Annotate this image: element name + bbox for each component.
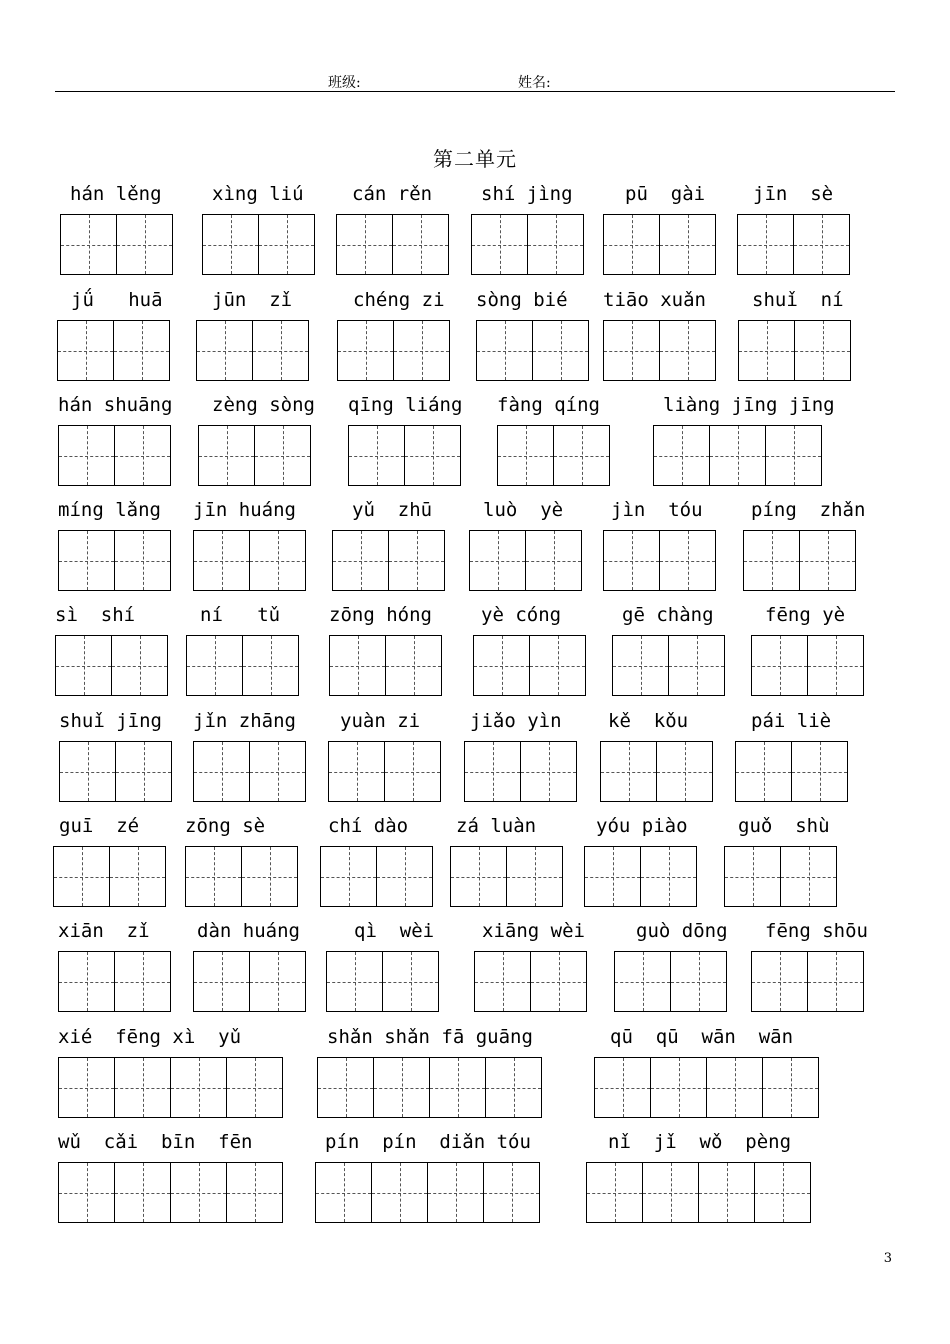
writing-cell[interactable]	[111, 635, 168, 696]
writing-cell[interactable]	[114, 1162, 171, 1223]
writing-cell[interactable]	[735, 741, 792, 802]
writing-cell[interactable]	[529, 635, 586, 696]
writing-grid	[57, 320, 170, 381]
pinyin-label: yuàn zi	[340, 710, 421, 732]
writing-cell[interactable]	[553, 425, 610, 486]
writing-grid	[653, 425, 822, 486]
writing-cell[interactable]	[109, 846, 166, 907]
pinyin-label: guò dōng	[636, 920, 728, 942]
writing-grid	[185, 846, 298, 907]
writing-cell[interactable]	[55, 635, 112, 696]
writing-cell[interactable]	[113, 320, 170, 381]
writing-cell[interactable]	[388, 530, 445, 591]
writing-grid	[724, 846, 837, 907]
pinyin-label: zèng sòng	[212, 394, 315, 416]
pinyin-label: qì wèi	[354, 920, 435, 942]
writing-grid	[497, 425, 610, 486]
writing-grid	[320, 846, 433, 907]
writing-grid	[469, 530, 582, 591]
pinyin-label: qū qū wān wān	[610, 1026, 794, 1048]
pinyin-label: xiāng wèi	[482, 920, 585, 942]
pinyin-label: pū gài	[625, 183, 706, 205]
writing-cell[interactable]	[348, 425, 405, 486]
writing-grid	[603, 530, 716, 591]
writing-cell[interactable]	[170, 1057, 227, 1118]
writing-cell[interactable]	[762, 1057, 819, 1118]
writing-grid	[202, 214, 315, 275]
writing-cell[interactable]	[429, 1057, 486, 1118]
writing-cell[interactable]	[185, 846, 242, 907]
pinyin-label: yè cóng	[481, 604, 562, 626]
unit-title: 第二单元	[433, 147, 517, 171]
writing-cell[interactable]	[754, 1162, 811, 1223]
writing-cell[interactable]	[506, 846, 563, 907]
writing-cell[interactable]	[226, 1057, 283, 1118]
pinyin-label: tiāo xuǎn	[603, 289, 706, 311]
writing-cell[interactable]	[653, 425, 710, 486]
writing-cell[interactable]	[170, 1162, 227, 1223]
writing-grid	[476, 320, 589, 381]
writing-grid	[53, 846, 166, 907]
pinyin-label: jīn huáng	[193, 499, 296, 521]
writing-cell[interactable]	[57, 320, 114, 381]
writing-cell[interactable]	[329, 635, 386, 696]
writing-cell[interactable]	[476, 320, 533, 381]
writing-cell[interactable]	[371, 1162, 428, 1223]
writing-cell[interactable]	[193, 530, 250, 591]
writing-grid	[450, 846, 563, 907]
writing-cell[interactable]	[404, 425, 461, 486]
writing-cell[interactable]	[724, 846, 781, 907]
writing-grid	[196, 320, 309, 381]
writing-grid	[474, 951, 587, 1012]
pinyin-label: qīng liáng	[348, 394, 463, 416]
writing-cell[interactable]	[249, 741, 306, 802]
writing-cell[interactable]	[670, 951, 727, 1012]
writing-cell[interactable]	[640, 846, 697, 907]
writing-cell[interactable]	[751, 635, 808, 696]
writing-cell[interactable]	[594, 1057, 651, 1118]
pinyin-label: fēng yè	[765, 604, 846, 626]
pinyin-label: jǐn zhāng	[193, 710, 296, 732]
writing-cell[interactable]	[328, 741, 385, 802]
writing-cell[interactable]	[799, 530, 856, 591]
writing-grid	[186, 635, 299, 696]
pinyin-label: yóu piào	[596, 815, 688, 837]
writing-cell[interactable]	[525, 530, 582, 591]
pinyin-label: yǔ zhū	[352, 499, 433, 521]
writing-cell[interactable]	[471, 214, 528, 275]
writing-cell[interactable]	[738, 320, 795, 381]
writing-cell[interactable]	[186, 635, 243, 696]
writing-cell[interactable]	[252, 320, 309, 381]
writing-cell[interactable]	[642, 1162, 699, 1223]
writing-grid	[58, 1162, 283, 1223]
writing-cell[interactable]	[603, 530, 660, 591]
pinyin-label: chí dào	[328, 815, 409, 837]
writing-cell[interactable]	[497, 425, 554, 486]
writing-cell[interactable]	[258, 214, 315, 275]
writing-cell[interactable]	[315, 1162, 372, 1223]
writing-cell[interactable]	[709, 425, 766, 486]
pinyin-label: shuǐ jīng	[59, 710, 162, 732]
writing-cell[interactable]	[384, 741, 441, 802]
pinyin-label: zōng hóng	[329, 604, 432, 626]
writing-grid	[751, 951, 864, 1012]
writing-grid	[58, 951, 171, 1012]
writing-grid	[603, 320, 716, 381]
writing-grid	[193, 530, 306, 591]
writing-cell[interactable]	[586, 1162, 643, 1223]
writing-cell[interactable]	[114, 1057, 171, 1118]
writing-cell[interactable]	[483, 1162, 540, 1223]
writing-cell[interactable]	[317, 1057, 374, 1118]
pinyin-label: guǒ shù	[738, 815, 830, 837]
writing-cell[interactable]	[115, 741, 172, 802]
writing-cell[interactable]	[393, 320, 450, 381]
writing-cell[interactable]	[337, 320, 394, 381]
pinyin-label: xìng liú	[212, 183, 304, 205]
writing-cell[interactable]	[485, 1057, 542, 1118]
writing-grid	[60, 214, 173, 275]
writing-cell[interactable]	[53, 846, 110, 907]
writing-cell[interactable]	[780, 846, 837, 907]
writing-grid	[332, 530, 445, 591]
writing-grid	[464, 741, 577, 802]
writing-grid	[317, 1057, 542, 1118]
writing-cell[interactable]	[791, 741, 848, 802]
writing-grid	[473, 635, 586, 696]
pinyin-label: shí jìng	[481, 183, 573, 205]
writing-cell[interactable]	[58, 951, 115, 1012]
writing-cell[interactable]	[743, 530, 800, 591]
writing-grid	[337, 320, 450, 381]
pinyin-label: jìn tóu	[611, 499, 703, 521]
writing-grid	[738, 320, 851, 381]
writing-grid	[348, 425, 461, 486]
pinyin-label: liàng jīng jīng	[663, 394, 835, 416]
pinyin-label: píng zhǎn	[751, 499, 866, 521]
pinyin-label: fàng qíng	[497, 394, 600, 416]
writing-cell[interactable]	[659, 320, 716, 381]
writing-grid	[612, 635, 725, 696]
writing-cell[interactable]	[527, 214, 584, 275]
writing-cell[interactable]	[58, 1162, 115, 1223]
writing-cell[interactable]	[603, 320, 660, 381]
writing-cell[interactable]	[612, 635, 669, 696]
writing-cell[interactable]	[765, 425, 822, 486]
name-label: 姓名:	[518, 75, 551, 91]
writing-grid	[586, 1162, 811, 1223]
writing-cell[interactable]	[58, 530, 115, 591]
writing-grid	[198, 425, 311, 486]
writing-grid	[471, 214, 584, 275]
writing-cell[interactable]	[249, 530, 306, 591]
writing-cell[interactable]	[226, 1162, 283, 1223]
writing-grid	[315, 1162, 540, 1223]
pinyin-label: guī zé	[59, 815, 140, 837]
pinyin-label: dàn huáng	[197, 920, 300, 942]
writing-cell[interactable]	[241, 846, 298, 907]
writing-grid	[594, 1057, 819, 1118]
writing-cell[interactable]	[385, 635, 442, 696]
pinyin-label: shuǐ ní	[752, 289, 844, 311]
writing-grid	[58, 1057, 283, 1118]
writing-cell[interactable]	[584, 846, 641, 907]
writing-cell[interactable]	[326, 951, 383, 1012]
pinyin-label: gē chàng	[622, 604, 714, 626]
pinyin-label: sì shí	[55, 604, 136, 626]
writing-cell[interactable]	[659, 530, 716, 591]
writing-cell[interactable]	[698, 1162, 755, 1223]
writing-grid	[59, 741, 172, 802]
writing-cell[interactable]	[193, 951, 250, 1012]
pinyin-label: jīn sè	[753, 183, 834, 205]
writing-cell[interactable]	[116, 214, 173, 275]
writing-cell[interactable]	[114, 951, 171, 1012]
writing-grid	[584, 846, 697, 907]
writing-cell[interactable]	[373, 1057, 430, 1118]
pinyin-label: wǔ cǎi bīn fēn	[58, 1131, 253, 1153]
pinyin-label: xié fēng xì yǔ	[58, 1026, 242, 1048]
writing-cell[interactable]	[242, 635, 299, 696]
writing-cell[interactable]	[464, 741, 521, 802]
writing-cell[interactable]	[59, 741, 116, 802]
writing-cell[interactable]	[656, 741, 713, 802]
pinyin-label: zá luàn	[456, 815, 537, 837]
writing-cell[interactable]	[807, 951, 864, 1012]
writing-grid	[336, 214, 449, 275]
writing-grid	[193, 741, 306, 802]
writing-cell[interactable]	[706, 1057, 763, 1118]
writing-cell[interactable]	[427, 1162, 484, 1223]
writing-cell[interactable]	[392, 214, 449, 275]
class-label: 班级:	[328, 75, 361, 91]
writing-cell[interactable]	[530, 951, 587, 1012]
writing-cell[interactable]	[650, 1057, 707, 1118]
writing-cell[interactable]	[473, 635, 530, 696]
writing-cell[interactable]	[332, 530, 389, 591]
writing-cell[interactable]	[737, 214, 794, 275]
pinyin-label: jiǎo yìn	[470, 710, 562, 732]
pinyin-label: cán rěn	[352, 183, 433, 205]
writing-cell[interactable]	[600, 741, 657, 802]
writing-cell[interactable]	[198, 425, 255, 486]
writing-grid	[600, 741, 713, 802]
writing-cell[interactable]	[659, 214, 716, 275]
writing-grid	[326, 951, 439, 1012]
writing-cell[interactable]	[114, 425, 171, 486]
writing-cell[interactable]	[336, 214, 393, 275]
writing-cell[interactable]	[58, 1057, 115, 1118]
writing-cell[interactable]	[376, 846, 433, 907]
writing-cell[interactable]	[60, 214, 117, 275]
pinyin-label: fēng shōu	[765, 920, 868, 942]
writing-grid	[58, 530, 171, 591]
writing-grid	[58, 425, 171, 486]
pinyin-label: jǘ huā	[71, 289, 163, 311]
pinyin-label: chéng zi	[353, 289, 445, 311]
writing-cell[interactable]	[751, 951, 808, 1012]
writing-grid	[193, 951, 306, 1012]
pinyin-label: luò yè	[483, 499, 564, 521]
writing-grid	[743, 530, 856, 591]
pinyin-label: xiān zǐ	[58, 920, 150, 942]
writing-grid	[751, 635, 864, 696]
writing-cell[interactable]	[469, 530, 526, 591]
pinyin-label: sòng bié	[476, 289, 568, 311]
pinyin-label: kě kǒu	[608, 710, 689, 732]
pinyin-label: zōng sè	[185, 815, 266, 837]
pinyin-label: shǎn shǎn fā guāng	[327, 1026, 533, 1048]
writing-grid	[329, 635, 442, 696]
writing-cell[interactable]	[196, 320, 253, 381]
writing-cell[interactable]	[58, 425, 115, 486]
writing-cell[interactable]	[532, 320, 589, 381]
writing-cell[interactable]	[450, 846, 507, 907]
writing-grid	[614, 951, 727, 1012]
pinyin-label: pái liè	[751, 710, 832, 732]
pinyin-label: míng lǎng	[58, 499, 161, 521]
writing-cell[interactable]	[202, 214, 259, 275]
writing-cell[interactable]	[793, 214, 850, 275]
page-number: 3	[883, 1251, 892, 1266]
writing-cell[interactable]	[382, 951, 439, 1012]
writing-cell[interactable]	[193, 741, 250, 802]
writing-cell[interactable]	[794, 320, 851, 381]
writing-cell[interactable]	[114, 530, 171, 591]
pinyin-label: pín pín diǎn tóu	[325, 1131, 531, 1153]
writing-cell[interactable]	[807, 635, 864, 696]
pinyin-label: jūn zǐ	[212, 289, 293, 311]
writing-cell[interactable]	[603, 214, 660, 275]
writing-grid	[55, 635, 168, 696]
writing-cell[interactable]	[249, 951, 306, 1012]
writing-cell[interactable]	[520, 741, 577, 802]
writing-grid	[735, 741, 848, 802]
writing-cell[interactable]	[254, 425, 311, 486]
header-rule	[55, 91, 895, 92]
writing-cell[interactable]	[668, 635, 725, 696]
pinyin-label: hán lěng	[70, 183, 162, 205]
pinyin-label: hán shuāng	[58, 394, 173, 416]
writing-cell[interactable]	[614, 951, 671, 1012]
pinyin-label: nǐ jǐ wǒ pèng	[608, 1131, 792, 1153]
writing-cell[interactable]	[474, 951, 531, 1012]
writing-grid	[328, 741, 441, 802]
pinyin-label: ní tǔ	[200, 604, 281, 626]
writing-grid	[603, 214, 716, 275]
writing-grid	[737, 214, 850, 275]
writing-cell[interactable]	[320, 846, 377, 907]
